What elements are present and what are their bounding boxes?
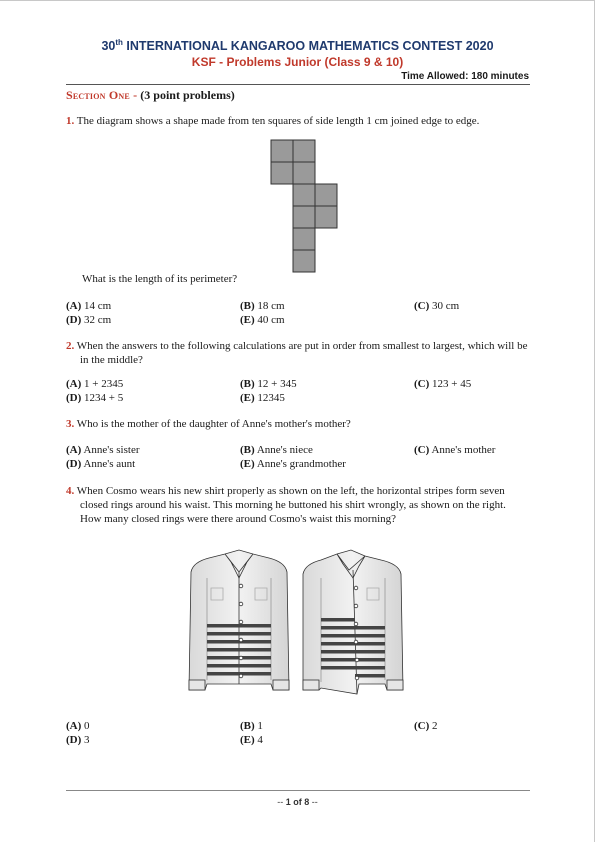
shape-square xyxy=(271,162,293,184)
page-border-top xyxy=(0,0,595,1)
shirt-left xyxy=(189,550,289,690)
header-rule xyxy=(66,84,530,85)
question-2: 2. When the answers to the following calculations are put in order from smallest to largest, which will be in the middle? xyxy=(66,340,528,366)
question-4: 4. When Cosmo wears his new shirt properly as shown on the left, the horizontal stripes form seven closed rings around his waist. This morning he buttoned his shirt wrongly, as shown on the right. How many closed rings were there around Cosmo's waist this morning? xyxy=(66,485,506,525)
shape-square xyxy=(293,228,315,250)
shirts-illustration xyxy=(185,548,411,700)
q1-option-c[interactable]: (C) 30 cm xyxy=(414,300,460,312)
shape-square xyxy=(293,250,315,272)
question-3: 3. Who is the mother of the daughter of Anne's mother's mother? xyxy=(66,418,351,430)
q2-option-b[interactable]: (B) 12 + 345 xyxy=(240,378,297,390)
section-heading: Section One - (3 point problems) xyxy=(66,88,235,102)
question-1-prompt: What is the length of its perimeter? xyxy=(82,273,238,285)
shape-square xyxy=(293,206,315,228)
shape-square xyxy=(293,140,315,162)
q3-option-e[interactable]: (E) Anne's grandmother xyxy=(240,458,346,470)
page-number: 1 of 8 xyxy=(285,797,310,807)
q2-option-c[interactable]: (C) 123 + 45 xyxy=(414,378,472,390)
q1-option-a[interactable]: (A) 14 cm xyxy=(66,300,112,312)
time-allowed: Time Allowed: 180 minutes xyxy=(401,71,529,82)
shape-square xyxy=(315,206,337,228)
q1-option-d[interactable]: (D) 32 cm xyxy=(66,314,112,326)
shape-square xyxy=(293,184,315,206)
q3-option-b[interactable]: (B) Anne's niece xyxy=(240,444,313,456)
q4-option-b[interactable]: (B) 1 xyxy=(240,720,263,732)
q3-option-a[interactable]: (A) Anne's sister xyxy=(66,444,140,456)
q4-option-e[interactable]: (E) 4 xyxy=(240,734,263,746)
q2-option-a[interactable]: (A) 1 + 2345 xyxy=(66,378,124,390)
q4-option-d[interactable]: (D) 3 xyxy=(66,734,90,746)
q4-option-a[interactable]: (A) 0 xyxy=(66,720,90,732)
footer-rule xyxy=(66,790,530,791)
q1-option-e[interactable]: (E) 40 cm xyxy=(240,314,285,326)
q3-option-c[interactable]: (C) Anne's mother xyxy=(414,444,496,456)
shape-square xyxy=(315,184,337,206)
contest-subtitle: KSF - Problems Junior (Class 9 & 10) xyxy=(191,55,404,69)
question-1: 1. The diagram shows a shape made from ten squares of side length 1 cm joined edge to edge. xyxy=(66,115,480,127)
q3-option-d[interactable]: (D) Anne's aunt xyxy=(66,458,136,470)
q2-option-e[interactable]: (E) 12345 xyxy=(240,392,285,404)
q2-option-d[interactable]: (D) 1234 + 5 xyxy=(66,392,124,404)
ten-squares-shape xyxy=(270,139,340,273)
contest-title: 30th INTERNATIONAL KANGAROO MATHEMATICS CONTEST 2020 xyxy=(101,38,494,54)
shape-square xyxy=(293,162,315,184)
q1-option-b[interactable]: (B) 18 cm xyxy=(240,300,285,312)
q4-option-c[interactable]: (C) 2 xyxy=(414,720,438,732)
shape-square xyxy=(271,140,293,162)
shirt-right xyxy=(303,550,403,694)
page-footer: -- 1 of 8 -- xyxy=(277,797,318,807)
